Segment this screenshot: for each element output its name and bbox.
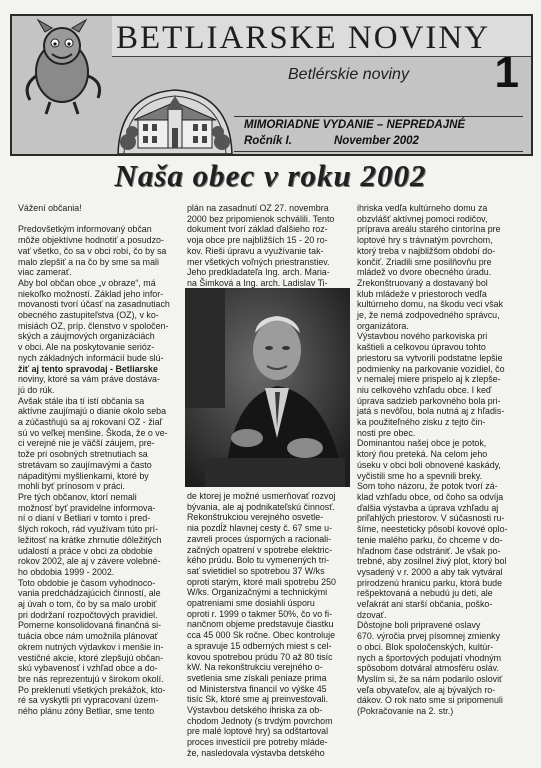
- text-line: Pomerne konsolidovaná finančná si-: [18, 620, 162, 631]
- text-line: Rekonštrukciou verejného osvetle-: [187, 512, 324, 523]
- text-line: prirodzenú hranicu parku, ktorá bude: [357, 577, 503, 588]
- text-line: sú vo veľkej menšine. Škoda, že o ve-: [18, 427, 168, 438]
- text-line: [18, 214, 180, 225]
- text-line: Zrekonštruovaný a dostavaný bol: [357, 277, 488, 288]
- text-line: Jeho predkladateľa Ing. arch. Maria-: [187, 267, 330, 278]
- text-line: ihriska vedľa kultúrneho domu za: [357, 203, 488, 213]
- text-line: nia pozdĺž hlavnej cesty č. 67 sme u-: [187, 523, 333, 534]
- text-line: ďalšia výstavba a úprava vzhľadu aj: [357, 502, 499, 513]
- text-line: Myslím si, že sa nám podarilo osloviť: [357, 673, 503, 684]
- masthead: [10, 14, 533, 156]
- text-line: vať všetko, čo sa v obci robí, čo by sa: [18, 245, 167, 256]
- text-line: úseku v obci boli obnovené kaskády,: [357, 459, 501, 470]
- text-line: ktorý ňou preteká. Na celom jeho: [357, 449, 488, 460]
- text-line: kov. Rieši úpravu a využívanie tak-: [187, 245, 324, 256]
- edition-label: MIMORIADNE VYDANIE – NEPREDAJNÉ: [244, 119, 466, 131]
- text-line: kovou spotrebou prúdu 70 až 80 tisíc: [187, 651, 333, 662]
- text-line: obecného zastupiteľstva (OZ), v ko-: [18, 310, 159, 321]
- volume-date-line: [244, 135, 419, 147]
- text-line: malo zlepšiť a na čo by sme sa mali: [18, 256, 159, 267]
- text-line: možnosť byť pravidelne informova-: [18, 502, 156, 513]
- text-line: dzovať.: [357, 609, 387, 620]
- text-line: vestičné akcie, ktoré zlepšujú občan-: [18, 652, 164, 663]
- text-line: nych a športových podujatí vhodným: [357, 652, 502, 663]
- text-line: aktívne zaujímajú o dianie okolo seba: [18, 406, 167, 417]
- text-line: Predovšetkým informovaný občan: [18, 224, 152, 235]
- text-line: zavreli proces úsporných a racionali-: [187, 533, 332, 544]
- text-line: udalostí a práce v obci za obdobie: [18, 545, 153, 556]
- text-line: tisíc Sk, ktoré sme aj preinvestovali.: [187, 694, 329, 705]
- castle-illustration-icon: [110, 84, 240, 154]
- text-line: 2000 bez pripomienok schválili. Tento: [187, 213, 335, 224]
- text-line: môže objektívne hodnotiť a posudzo-: [18, 235, 164, 246]
- main-headline: Naša obec v roku 2002: [114, 158, 427, 193]
- mayor-portrait-photo: [185, 288, 350, 487]
- text-line: začných opatrení v spotrebe elektric-: [187, 544, 333, 555]
- text-line: Výstavbou nového parkoviska pri: [357, 331, 488, 342]
- text-line: podmienky na parkovanie vozidiel, čo: [357, 363, 505, 374]
- text-line: skú vybavenosť i vzhľad obce a do-: [18, 663, 158, 674]
- text-line: bývania, ale aj podnikateľskú činnosť.: [187, 501, 336, 512]
- text-line: nosti pre obec.: [357, 427, 416, 438]
- text-line: voja obce pre najbližších 15 - 20 ro-: [187, 235, 328, 246]
- text-line: a zúčastňujú sa aj rokovaní OZ - žiaľ: [18, 417, 163, 428]
- text-line: vyčistili sme ho a spevnili breky.: [357, 470, 483, 481]
- text-line: tože pri osobných stretnutiach sa: [18, 449, 148, 460]
- text-line: klub mládeže v priestoroch vedľa: [357, 288, 487, 299]
- text-line: Avšak stále iba tí istí občania sa: [18, 395, 145, 406]
- text-line: nápaditými myšlienkami, ktoré by: [18, 470, 149, 481]
- newspaper-title: BETLIARSKE NOVINY: [116, 20, 491, 56]
- text-line: ských a záujmových organizáciách: [18, 331, 155, 342]
- text-line: jatá s nevôľou, bola nutná aj z hľadis-: [357, 406, 505, 417]
- text-line: kého prúdu. Bolo tu vymenených tri-: [187, 555, 330, 566]
- newspaper-subtitle: Betlérskie noviny: [288, 66, 409, 83]
- text-line: Pre tých občanov, ktorí nemali: [18, 491, 137, 502]
- text-line: svetlenia sme získali peniaze prima: [187, 672, 327, 683]
- mascot-logo-icon: [12, 16, 112, 116]
- text-line: movanosti tvorí účasť na zasadnutiach: [18, 299, 170, 310]
- text-line: Som toho názoru, že potok tvorí zá-: [357, 481, 498, 492]
- text-line: tuácia obce nám umožnila plánovať: [18, 631, 158, 642]
- text-line: hľadnom čase odstrániť. Je však po-: [357, 545, 501, 556]
- article-column-1: [18, 203, 180, 717]
- text-line: klad vzhľadu obce, od čoho sa odvíja: [357, 491, 504, 502]
- text-line: dákov. O rok nato sme si pripomenuli: [357, 695, 503, 706]
- greeting-line: Vážení občania!: [18, 203, 82, 213]
- article-column-3: [357, 203, 527, 717]
- text-line: Aby bol občan obce „v obraze“, má: [18, 277, 156, 288]
- text-line: obzvlášť aktívnej pomoci rodičov,: [357, 213, 488, 224]
- text-line: oproti starým, ktoré mali spotrebu 250: [187, 576, 336, 587]
- text-line: od Ministerstva financií vo výške 45: [187, 683, 327, 694]
- text-line: ní o dianí v Betliari v tomto i pred-: [18, 513, 151, 524]
- text-line: nych základných informácií bude slú-: [18, 352, 164, 363]
- text-line: mohli byť prínosom v práci.: [18, 481, 125, 492]
- text-line: sať svietidiel so spotrebou 37 W/ks: [187, 565, 325, 576]
- text-line: kaštieli a celkovou úpravou tohto: [357, 342, 486, 353]
- text-line: oproti r. 1999 o takmer 50%, čo vo fi-: [187, 608, 333, 619]
- text-line: ležitosť na krátke zhrnutie dôležitých: [18, 534, 162, 545]
- text-line: je, že nemá zodpovedného správcu,: [357, 310, 500, 321]
- masthead-rule-bottom: [234, 151, 523, 152]
- issue-date: November 2002: [333, 135, 419, 147]
- text-line: chodom Jednoty (s trvdým povrchom: [187, 715, 333, 726]
- text-line: že, nasledovala výstavba detského: [187, 747, 325, 758]
- text-line: ného plánu zóny Betliar, sme tento: [18, 706, 155, 717]
- text-line: vysadený v r. 2000 a aby tak vytváral: [357, 566, 503, 577]
- text-line: spôsobom dotváral atmosféru osláv.: [357, 663, 499, 674]
- text-line: okrem nutných výdavkov i menšie in-: [18, 641, 164, 652]
- text-line: príprava areálu starého cintorína pre: [357, 224, 501, 235]
- text-line: tenie malého parku, čo chceme v do-: [357, 534, 503, 545]
- text-line: bre nás reprezentujú v širokom okolí.: [18, 673, 164, 684]
- text-line: ka použiteľného zisku z tejto čin-: [357, 417, 486, 428]
- text-line: kW. Na rekonštrukciu verejného o-: [187, 662, 323, 673]
- text-line: 670. výročia prvej písomnej zmienky: [357, 631, 501, 642]
- text-line: noviny, ktoré sa vám práve dostáva-: [18, 374, 160, 385]
- text-line: mer všetkých voľných priestranstiev.: [187, 256, 330, 267]
- text-line: ho obdobia 1999 - 2002.: [18, 566, 115, 577]
- text-line: a spravuje 15 odberných miest s cel-: [187, 640, 332, 651]
- text-line: trebné, aby zosilnel živý plot, ktorý bol: [357, 556, 507, 567]
- issue-number: 1: [494, 48, 519, 97]
- text-line: misiách OZ, príp. členstvo v spoločen-: [18, 320, 169, 331]
- text-line: mládež vo dvore obecného úradu.: [357, 267, 492, 278]
- text-line: šíme, neesteticky pôsobí kovové oplo-: [357, 524, 508, 535]
- article-column-2-bottom: [187, 491, 350, 759]
- article-column-2-top: [187, 203, 350, 299]
- text-line: loptové hry s trávnatým povrchom,: [357, 235, 493, 246]
- text-line: dokument tvorí základ ďalšieho roz-: [187, 224, 328, 235]
- text-line: aj úvah o tom, čo by sa malo urobiť: [18, 599, 157, 610]
- text-line: na Šimková a Ing. arch. Ladislav Ti-: [187, 277, 328, 288]
- text-line: Dominantou našej obce je potok,: [357, 438, 487, 449]
- text-line: šlých rokoch, rád využívam túto prí-: [18, 524, 159, 535]
- text-line: žiť aj tento spravodaj - Betliarske: [18, 363, 158, 374]
- text-line: stretávam so zaujímavými a často: [18, 459, 152, 470]
- text-line: Po preklenutí všetkých prekážok, kto-: [18, 684, 166, 695]
- text-line: pri dodržaní rozpočtových pravidiel.: [18, 609, 158, 620]
- text-line: vania predchádzajúcich činností, ale: [18, 588, 161, 599]
- text-line: rokov 2002, ale aj v závere volebné-: [18, 556, 161, 567]
- text-line: W/ks. Organizačnými a technickými: [187, 587, 328, 598]
- text-line: priľahlých priestorov. V súčasnosti ru-: [357, 513, 505, 524]
- text-line: nančnom objeme predstavuje čiastku: [187, 619, 334, 630]
- text-line: Toto obdobie je časom vyhodnoco-: [18, 577, 156, 588]
- text-line: kultúrneho domu, na škodu veci však: [357, 299, 504, 310]
- text-line: ci verejné nie je väčší záujem, pre-: [18, 438, 155, 449]
- text-line: v obci. Ale na poskytovanie serióz-: [18, 342, 155, 353]
- text-line: plán na zasadnutí OZ 27. novembra: [187, 203, 329, 213]
- text-line: organizátora.: [357, 320, 409, 331]
- text-line: proces investícií pre potreby mláde-: [187, 737, 328, 748]
- text-line: niu celkového vzhľadu obce. I keď: [357, 384, 492, 395]
- text-line: úprava sadzieb parkovného bola pri-: [357, 395, 501, 406]
- text-line: jú do rúk.: [18, 384, 55, 395]
- text-line: Výstavbou detského ihriska za ob-: [187, 705, 323, 716]
- masthead-rule: [234, 116, 523, 117]
- text-line: niekoľko možností. Základ jeho infor-: [18, 288, 164, 299]
- text-line: veľakrát ani starší občania, poško-: [357, 599, 493, 610]
- text-line: pre malé loptové hry) sa odštartoval: [187, 726, 329, 737]
- text-line: cca 45 000 Sk ročne. Obec kontroluje: [187, 630, 336, 641]
- text-line: priestoru sa vytvorili podstatne lepšie: [357, 352, 503, 363]
- text-line: o obci. Blok spoločenských, kultúr-: [357, 641, 494, 652]
- text-line: končiť. Zriadili sme posilňovňu pre: [357, 256, 492, 267]
- text-line: viac zamerať.: [18, 267, 72, 278]
- text-line: veľa obyvateľov, ale aj bývalých ro-: [357, 684, 496, 695]
- continuation-note: (Pokračovanie na 2. str.): [357, 706, 454, 717]
- text-line: ktorý treba v najbližšom období do-: [357, 245, 496, 256]
- text-line: opatreniami sme dosiahli úsporu: [187, 598, 315, 609]
- text-line: v nemalej miere prispelo aj k zlepše-: [357, 374, 501, 385]
- text-line: Dôstojne boli pripravené oslavy: [357, 620, 481, 631]
- volume-label: Ročník I.: [244, 135, 292, 147]
- text-line: de ktorej je možné usmerňovať rozvoj: [187, 491, 336, 501]
- text-line: ré sa vyskytli pri vypracovaní územ-: [18, 695, 159, 706]
- text-line: rešpektovaná a nebudú ju deti, ale: [357, 588, 493, 599]
